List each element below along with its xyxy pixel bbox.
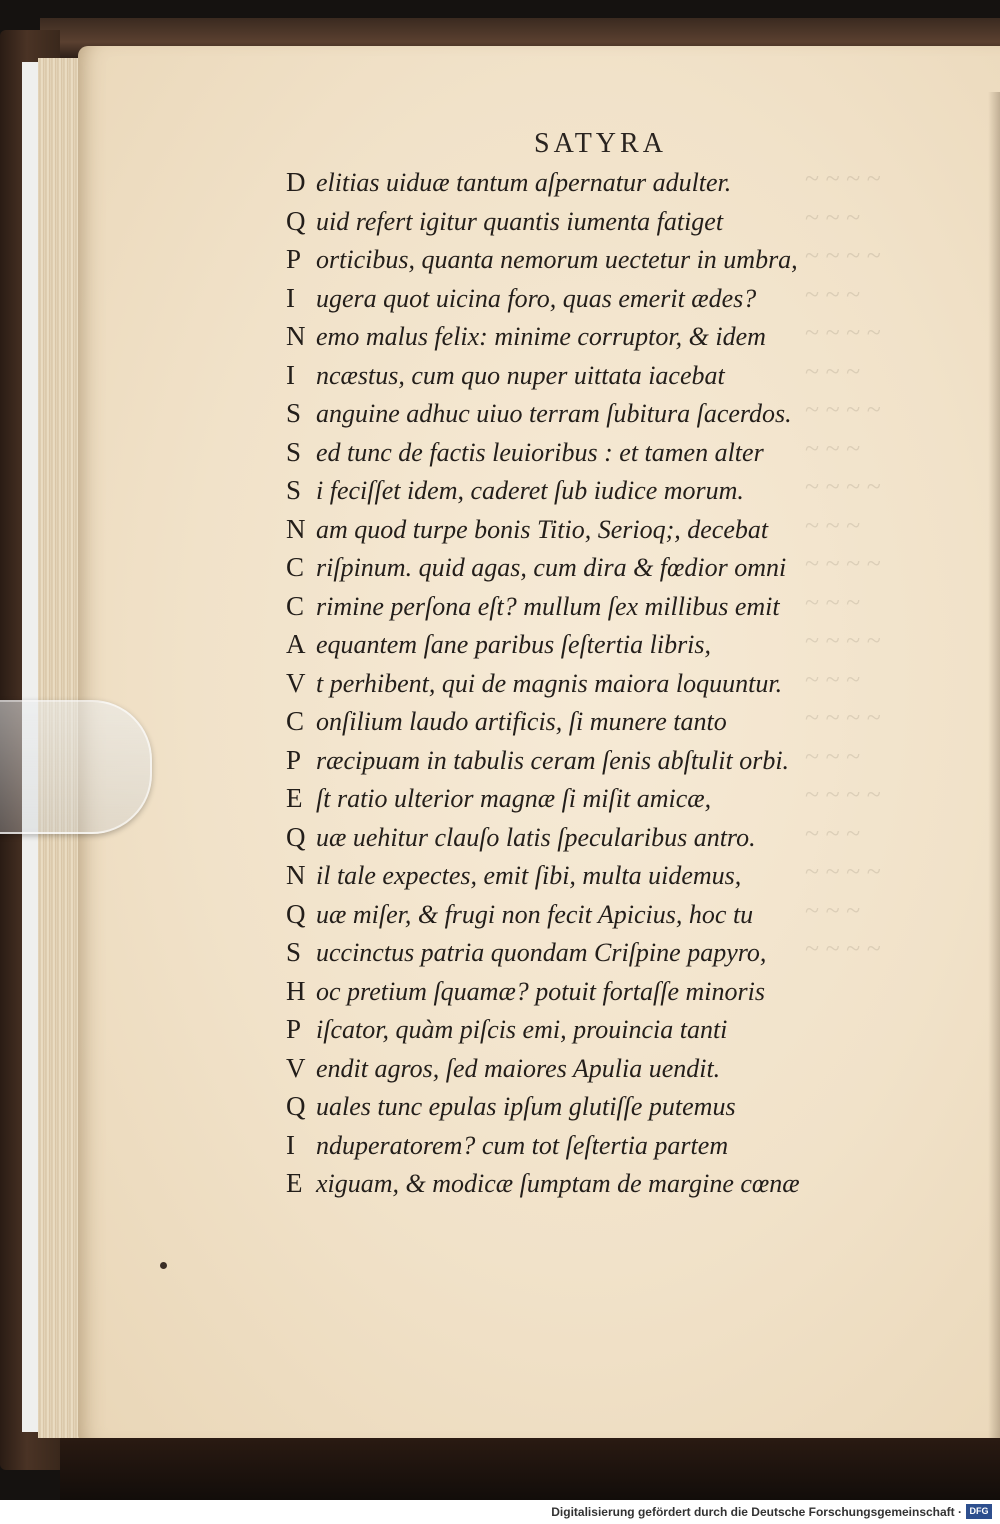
verse-initial: Q xyxy=(286,821,306,852)
verse-text: ugera quot uicina foro, quas emerit ædes? xyxy=(316,283,757,313)
verse-text: i feciſſet idem, caderet ſub iudice morum. xyxy=(316,476,744,505)
verse-text: ſt ratio ulterior magnæ ſi miſit amicæ, xyxy=(316,784,712,813)
verse-text: uæ miſer, & frugi non fecit Apicius, hoc tu xyxy=(316,899,754,929)
verse-initial: C xyxy=(286,706,305,736)
verse-text: riſpinum. quid agas, cum dira & fœdior omni xyxy=(316,553,787,582)
verse-text: equantem ſane paribus ſeſtertia libris, xyxy=(316,630,712,659)
page-bottom-shadow xyxy=(60,1438,1000,1500)
verse-line xyxy=(286,1126,906,1165)
verse-block xyxy=(286,163,906,1203)
show-through-text: ~ ~ ~ ~ ~ ~ ~ ~ ~ ~ ~ ~ ~ ~ ~ ~ ~ ~ ~ ~ ~ ~ ~ ~ ~ ~ ~ ~ ~ ~ ~ ~ ~ ~ ~ ~ ~ ~ ~ ~ ~ ~ ~ ~ ~ ~ ~ ~ ~ ~ ~ ~ ~ ~ ~ ~ ~ ~ ~ ~ ~ ~ ~ ~ ~ ~ ~ ~ ~ ~ ~ ~ ~ ~ xyxy=(805,164,881,963)
verse-line xyxy=(286,1164,906,1203)
dfg-credit-text: Digitalisierung gefördert durch die Deutsche Forschungsgemeinschaft · xyxy=(551,1505,962,1519)
verse-initial: D xyxy=(286,167,306,197)
verse-initial: S xyxy=(286,398,302,428)
verse-initial: V xyxy=(286,667,306,698)
verse-text: uales tunc epulas ipſum glutiſſe putemus xyxy=(316,1092,736,1121)
verse-initial: N xyxy=(286,513,306,544)
verse-line xyxy=(286,548,906,587)
verse-text: onſilium laudo artificis, ſi munere tanto xyxy=(316,707,727,736)
verse-line xyxy=(286,279,906,318)
verse-text: ræcipuam in tabulis ceram ſenis abſtulit orbi. xyxy=(316,745,790,775)
verse-initial: S xyxy=(286,436,302,467)
verse-text: rimine perſona eſt? mullum ſex millibus emit xyxy=(316,591,780,621)
verse-line xyxy=(286,664,906,703)
verse-initial: Q xyxy=(286,205,306,236)
verse-initial: S xyxy=(286,937,302,967)
verse-line xyxy=(286,1049,906,1088)
verse-text: elitias uiduæ tantum aſpernatur adulter. xyxy=(316,168,732,197)
verse-text: uæ uehitur clauſo latis ſpecularibus antro. xyxy=(316,822,756,852)
verse-line xyxy=(286,394,906,433)
verse-initial: I xyxy=(286,282,295,313)
verse-line xyxy=(286,895,906,934)
verse-line xyxy=(286,587,906,626)
verse-text: il tale expectes, emit ſibi, multa uidemus, xyxy=(316,861,742,890)
verse-text: am quod turpe bonis Titio, Serioq;, decebat xyxy=(316,514,769,544)
verse-line xyxy=(286,1087,906,1126)
verse-line xyxy=(286,779,906,818)
ink-speck xyxy=(160,1262,167,1269)
verse-line xyxy=(286,202,906,241)
verse-line xyxy=(286,1010,906,1049)
verse-initial: Q xyxy=(286,898,306,929)
verse-line xyxy=(286,702,906,741)
verse-initial: N xyxy=(286,860,306,890)
verse-text: orticibus, quanta nemorum uectetur in umbra, xyxy=(316,245,798,274)
verse-line xyxy=(286,510,906,549)
verse-initial: I xyxy=(286,359,295,390)
verse-text: ncæstus, cum quo nuper uittata iacebat xyxy=(316,360,725,390)
verse-initial: P xyxy=(286,744,302,775)
verse-text: oc pretium ſquamæ? potuit fortaſſe minoris xyxy=(316,976,765,1006)
verse-initial: N xyxy=(286,321,306,351)
verse-line xyxy=(286,818,906,857)
verse-text: uccinctus patria quondam Criſpine papyro, xyxy=(316,938,767,967)
verse-text: t perhibent, qui de magnis maiora loquuntur. xyxy=(316,668,783,698)
verse-text: xiguam, & modicæ ſumptam de margine cœnæ xyxy=(316,1169,800,1198)
verse-initial: C xyxy=(286,552,305,582)
verse-line xyxy=(286,471,906,510)
verse-line xyxy=(286,433,906,472)
verse-line xyxy=(286,741,906,780)
verse-initial: H xyxy=(286,975,306,1006)
verse-initial: E xyxy=(286,783,303,813)
verse-line xyxy=(286,856,906,895)
verse-initial: P xyxy=(286,244,302,274)
verse-line xyxy=(286,625,906,664)
verse-initial: E xyxy=(286,1168,303,1198)
verse-line xyxy=(286,317,906,356)
verse-initial: V xyxy=(286,1052,306,1083)
verse-initial: S xyxy=(286,475,302,505)
page-gutter-shadow xyxy=(988,92,1000,1487)
verse-line xyxy=(286,972,906,1011)
verse-line xyxy=(286,356,906,395)
verse-text: nduperatorem? cum tot ſeſtertia partem xyxy=(316,1130,729,1160)
plastic-page-clip xyxy=(0,700,152,834)
verse-text: iſcator, quàm piſcis emi, prouincia tanti xyxy=(316,1015,728,1044)
running-header: SATYRA xyxy=(534,128,667,159)
verse-text: uid refert igitur quantis iumenta fatiget xyxy=(316,206,724,236)
verse-initial: Q xyxy=(286,1091,306,1121)
verse-line xyxy=(286,933,906,972)
verse-line xyxy=(286,240,906,279)
dfg-logo[interactable]: DFG xyxy=(966,1504,992,1519)
verse-initial: A xyxy=(286,629,306,659)
verse-initial: C xyxy=(286,590,305,621)
verse-text: emo malus felix: minime corruptor, & idem xyxy=(316,322,766,351)
verse-line xyxy=(286,163,906,202)
footer-bar xyxy=(0,1500,1000,1524)
verse-text: endit agros, ſed maiores Apulia uendit. xyxy=(316,1053,721,1083)
verse-initial: P xyxy=(286,1014,302,1044)
verse-text: ed tunc de factis leuioribus : et tamen alter xyxy=(316,437,764,467)
verse-text: anguine adhuc uiuo terram ſubitura ſacerdos. xyxy=(316,399,792,428)
verse-initial: I xyxy=(286,1129,295,1160)
